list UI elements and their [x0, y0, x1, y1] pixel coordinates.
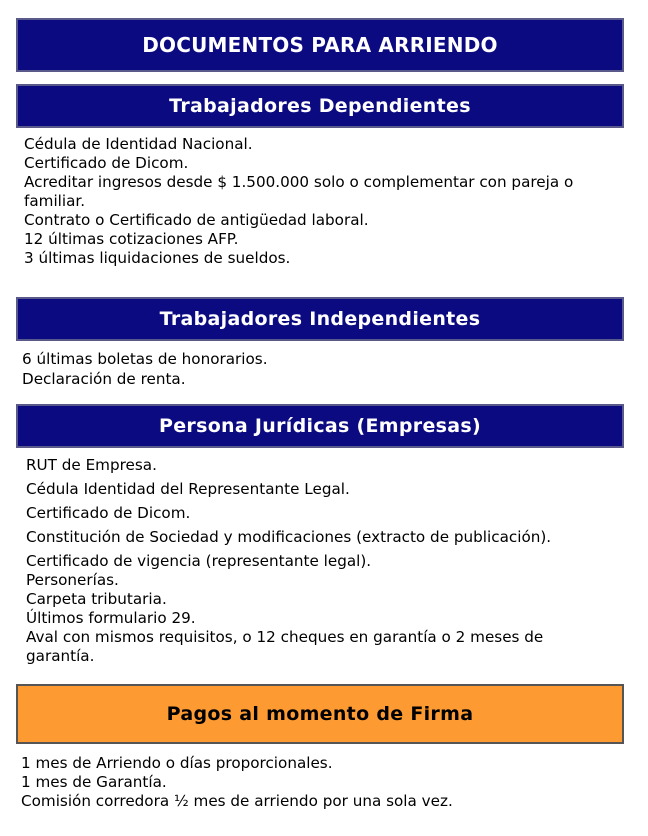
list-item: Últimos formulario 29.	[26, 609, 196, 627]
list-item: Constitución de Sociedad y modificaciones (extracto de publicación).	[26, 528, 552, 546]
list-item: Cédula Identidad del Representante Legal.	[26, 480, 350, 498]
list-item: 3 últimas liquidaciones de sueldos.	[24, 249, 291, 267]
section-heading-empresas: Persona Jurídicas (Empresas)	[16, 404, 624, 448]
section-heading-dependientes: Trabajadores Dependientes	[16, 84, 624, 128]
list-item: Cédula de Identidad Nacional.	[24, 135, 253, 153]
list-item: 1 mes de Arriendo o días proporcionales.	[21, 754, 333, 772]
list-item: Certificado de Dicom.	[24, 154, 189, 172]
list-item: Carpeta tributaria.	[26, 590, 167, 608]
list-item: 6 últimas boletas de honorarios.	[22, 350, 268, 368]
list-independientes	[22, 349, 648, 389]
list-item: Declaración de renta.	[22, 370, 186, 388]
list-dependientes	[24, 135, 624, 268]
list-item: 1 mes de Garantía.	[21, 773, 167, 791]
page-title: DOCUMENTOS PARA ARRIENDO	[16, 18, 624, 72]
list-item: Certificado de Dicom.	[26, 504, 191, 522]
list-item: RUT de Empresa.	[26, 456, 157, 474]
section-heading-pagos: Pagos al momento de Firma	[16, 684, 624, 744]
list-pagos	[21, 754, 648, 811]
list-item: Acreditar ingresos desde $ 1.500.000 solo o complementar con pareja o familiar.	[24, 173, 579, 210]
list-empresas	[26, 456, 606, 666]
list-item: Certificado de vigencia (representante legal).	[26, 552, 372, 570]
section-heading-independientes: Trabajadores Independientes	[16, 297, 624, 341]
list-item: Contrato o Certificado de antigüedad laboral.	[24, 211, 369, 229]
list-item: Comisión corredora ½ mes de arriendo por una sola vez.	[21, 792, 453, 810]
list-item: 12 últimas cotizaciones AFP.	[24, 230, 239, 248]
list-item: Aval con mismos requisitos, o 12 cheques en garantía o 2 meses de garantía.	[26, 628, 549, 665]
list-item: Personerías.	[26, 571, 119, 589]
